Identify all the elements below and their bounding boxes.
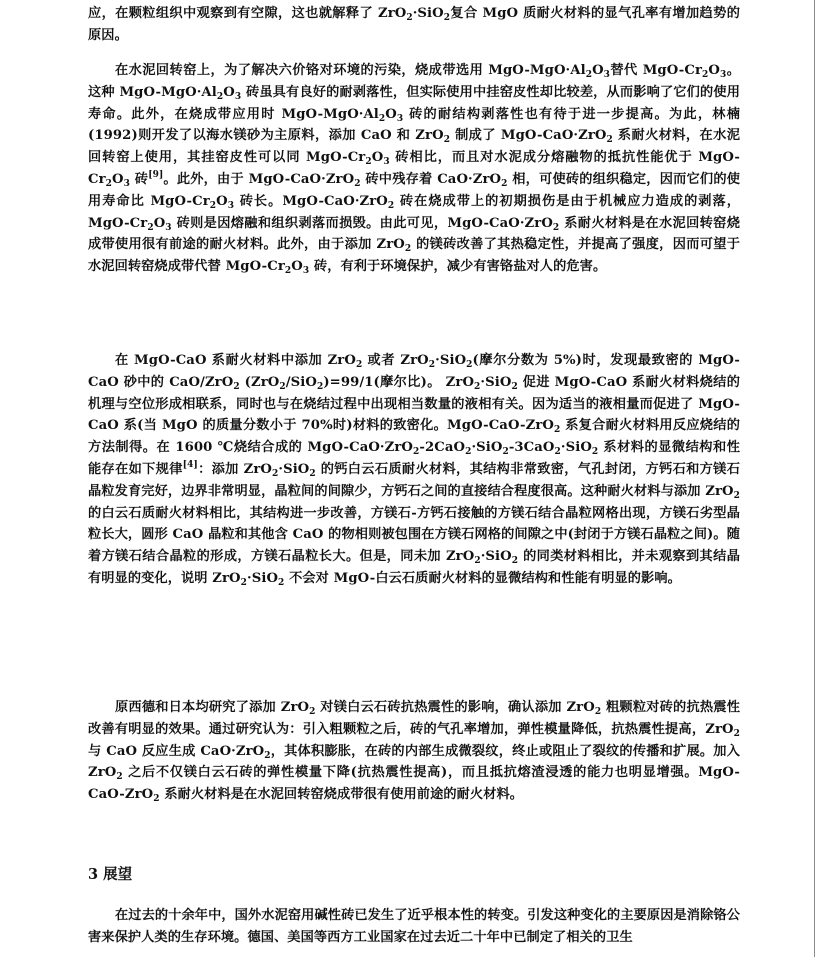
paragraph-thermal-shock: 原西德和日本均研究了添加 ZrO$_2$ 对镁白云石砖抗热震性的影响，确认添加 ZrO$_2$ 粗颗粒对砖的抗热震性改善有明显的效果。通过研究认为：引入粗颗粒之后，砖的气孔率增加，弹性模量降低，抗热震性提高，ZrO$_2$ 与 CaO 反应生成 CaO·ZrO$_2$，其体积膨胀，在砖的内部生成微裂纹，终止或阻止了裂纹的传播和扩展。加入 ZrO$_2$ 之后不仅镁白云石砖的弹性模量下降(抗热震性提高)，而且抵抗熔渣浸透的能力也明显增强。MgO-CaO-ZrO$_2$ 系耐火材料是在水泥回转窑烧成带很有使用前途的耐火材料。 [88, 700, 740, 805]
document-page [88, 0, 740, 957]
paragraph-outlook: 在过去的十余年中，国外水泥窑用碱性砖已发生了近乎根本性的转变。引发这种变化的主要原因是消除铬公害来保护人类的生存环境。德国、美国等西方工业国家在过去近二十年中已制定了相关的卫生 [88, 908, 740, 945]
paragraph-cement-kiln-spinel: 在水泥回转窑上，为了解决六价铬对环境的污染，烧成带选用 MgO-$MgO\cdot Al_2O_3$替代 MgO-$Cr_2O_3$。这种 MgO-$MgO\cdot Al_2O_3$ 砖虽具有良好的耐剥落性，但实际使用中挂窑皮性却比较差，从而影响了它们的使用寿命。此外，在烧成带应用时 MgO-$MgO\cdot Al_2O_3$ 砖的耐结构剥落性也有待于进一步提高。为此，林楠(1992)则开发了以海水镁砂为主原料，添加 CaO 和 ZrO$_2$ 制成了 MgO-CaO·ZrO$_2$ 系耐火材料，在水泥回转窑上使用，其挂窑皮性可以同 MgO-$Cr_2O_3$ 砖相比，而且对水泥成分熔融物的抵抗性能优于 MgO-$Cr_2O_3$ 砖[9]。此外，由于 MgO-CaO·ZrO$_2$ 砖中残存着 CaO·ZrO$_2$ 相，可使砖的组织稳定，因而它们的使用寿命比 MgO-$Cr_2O_3$ 砖长。MgO-CaO·ZrO$_2$ 砖在烧成带上的初期损伤是由于机械应力造成的剥落，MgO-$Cr_2O_3$ 砖则是因熔融和组织剥落而损毁。由此可见，MgO-CaO·ZrO$_2$ 系耐火材料是在水泥回转窑烧成带使用很有前途的耐火材料。此外，由于添加 ZrO$_2$ 的镁砖改善了其热稳定性，并提高了强度，因而可望于水泥回转窑烧成带代替 MgO-$Cr_2O_3$ 砖，有利于环境保护，减少有害铬盐对人的危害。 [88, 63, 740, 277]
paragraph-continued: 应，在颗粒组织中观察到有空隙，这也就解释了 ZrO$_2$·SiO$_2$复合 MgO 质耐火材料的显气孔率有增加趋势的原因。 [88, 6, 740, 43]
paragraph-mgo-cao-zro2: 在 MgO-CaO 系耐火材料中添加 ZrO$_2$ 或者 ZrO$_2$·SiO$_2$(摩尔分数为 5%)时，发现最致密的 MgO-CaO 砂中的 CaO/ZrO$_2$ (ZrO$_2$/SiO$_2$)=99/1(摩尔比)。 ZrO$_2$·SiO$_2$ 促进 MgO-CaO 系耐火材料烧结的机理与空位形成相联系，同时也与在烧结过程中出现相当数量的液相有关。因为适当的液相量而促进了 MgO-CaO 系(当 MgO 的质量分数小于 70%时)材料的致密化。MgO-CaO-ZrO$_2$ 系复合耐火材料用反应烧结的方法制得。在 1600 ℃烧结合成的 MgO-CaO·ZrO$_2$-2CaO$_2$·SiO$_2$-3CaO$_2$·SiO$_2$ 系材料的显微结构和性能存在如下规律[4]：添加 ZrO$_2$·SiO$_2$ 的钙白云石质耐火材料，其结构非常致密，气孔封闭，方钙石和方镁石晶粒发育完好，边界非常明显，晶粒间的间隙少，方钙石之间的直接结合程度很高。这种耐火材料与添加 ZrO$_2$ 的白云石质耐火材料相比，其结构进一步改善，方镁石-方钙石接触的方镁石结合晶粒网格出现，方镁石劣型晶粒长大，圆形 CaO 晶粒和其他含 CaO 的物相则被包围在方镁石网格的间隙之中(封闭于方镁石晶粒之间)。随着方镁石结合晶粒的形成，方镁石晶粒长大。但是，同未加 ZrO$_2$·SiO$_2$ 的同类材料相比，并未观察到其结晶有明显的变化，说明 ZrO$_2$·SiO$_2$ 不会对 MgO-白云石质耐火材料的显微结构和性能有明显的影响。 [88, 353, 740, 588]
section-heading: 3 展望 [88, 866, 133, 883]
